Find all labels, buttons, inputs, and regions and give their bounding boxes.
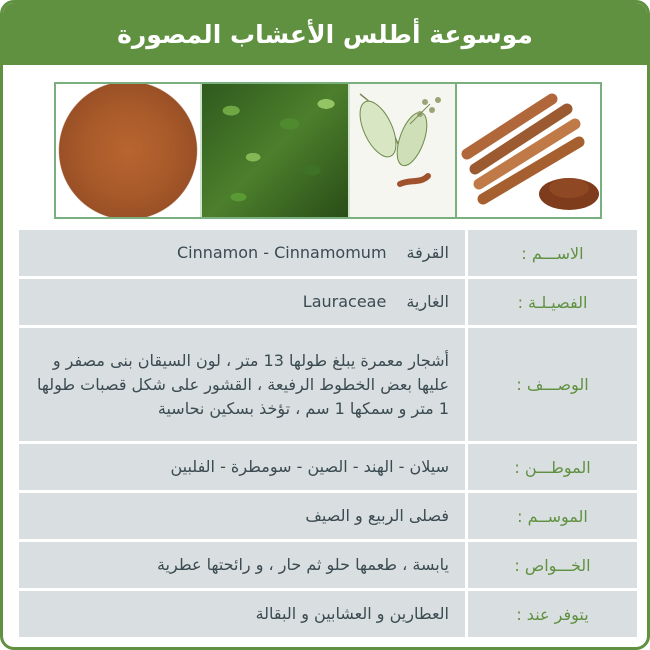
row-season: [19, 493, 637, 539]
row-value: [19, 230, 465, 276]
row-label: الموســم :: [468, 493, 637, 539]
row-value: [19, 279, 465, 325]
row-value: سيلان - الهند - الصين - سومطرة - الفلبين: [19, 444, 465, 490]
row-availability: [19, 591, 637, 637]
cinnamon-sticks-image: [455, 84, 600, 217]
cinnamon-tree-image: [200, 84, 348, 217]
latin-family: Lauraceae: [302, 292, 387, 311]
image-strip: [54, 82, 602, 219]
row-value: يابسة ، طعمها حلو ثم حار ، و رائحتها عطرية: [19, 542, 465, 588]
row-value: فصلى الربيع و الصيف: [19, 493, 465, 539]
cinnamon-botanical-drawing-image: [348, 84, 455, 217]
row-label: الوصـــف :: [468, 328, 637, 441]
cinnamon-powder-image: [56, 84, 200, 217]
row-label: يتوفر عند :: [468, 591, 637, 637]
row-properties: [19, 542, 637, 588]
row-label: الفصيـلـة :: [468, 279, 637, 325]
cinnamon-sticks-svg: [457, 84, 600, 217]
arabic-name: القرفة: [406, 243, 449, 262]
row-habitat: [19, 444, 637, 490]
arabic-family: الغارية: [406, 292, 449, 311]
row-family: [19, 279, 637, 325]
row-name: [19, 230, 637, 276]
row-label: الخـــواص :: [468, 542, 637, 588]
botanical-drawing-svg: [350, 84, 455, 217]
row-value: العطارين و العشابين و البقالة: [19, 591, 465, 637]
page-title: موسوعة أطلس الأعشاب المصورة: [3, 3, 647, 65]
row-description: [19, 328, 637, 441]
latin-name: Cinnamon - Cinnamomum: [176, 243, 387, 262]
row-label: الموطـــن :: [468, 444, 637, 490]
row-label: الاســـم :: [468, 230, 637, 276]
row-value: أشجار معمرة يبلغ طولها 13 متر ، لون السيقان بنى مصفر و عليها بعض الخطوط الرفيعة ، القشور على شكل قصبات طولها 1 متر و سمكها 1 سم ، تؤخذ بسكين نحاسية: [19, 328, 465, 441]
info-table: [19, 230, 637, 640]
